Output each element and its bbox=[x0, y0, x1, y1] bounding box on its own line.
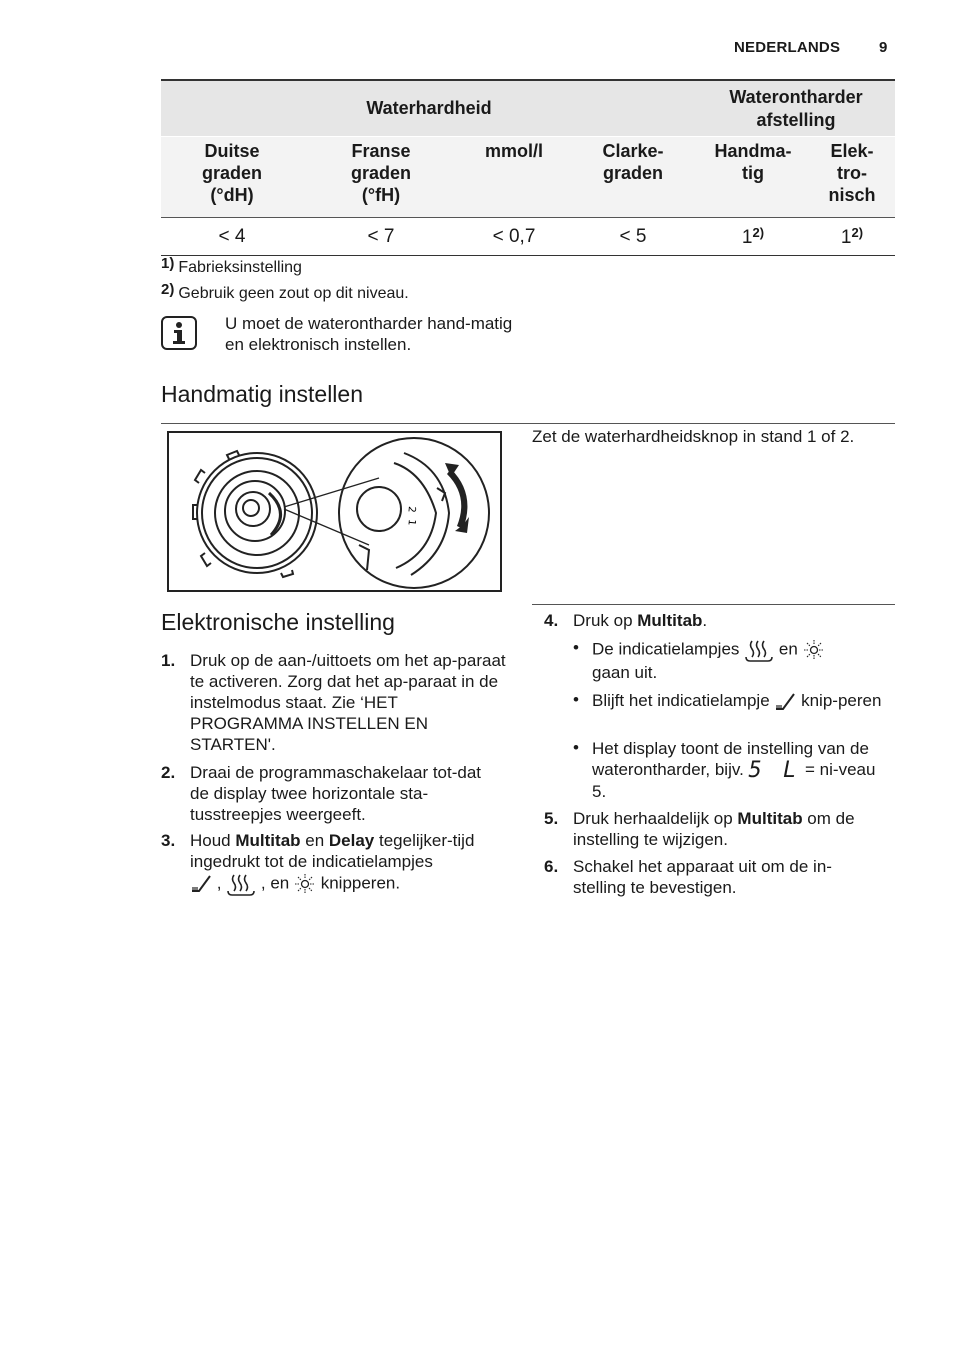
dial-illustration bbox=[167, 431, 502, 592]
salt-icon bbox=[744, 638, 774, 662]
info-icon bbox=[161, 316, 197, 350]
water-hardness-header: Waterhardheid bbox=[161, 80, 697, 137]
cell-manual: 1$^{2)}$ bbox=[741, 224, 765, 248]
dial-mark-2: 2 bbox=[405, 505, 417, 514]
table-row bbox=[161, 218, 895, 256]
rinse-aid-icon bbox=[190, 873, 212, 895]
col-mmol: mmol/l bbox=[459, 137, 569, 218]
softener-setting-header: Waterontharder afstelling bbox=[697, 80, 895, 137]
dial-mark-1: 1 bbox=[405, 518, 417, 527]
language-label: NEDERLANDS bbox=[734, 39, 841, 56]
info-note: U moet de waterontharder hand-matig en elektronisch instellen. bbox=[225, 314, 513, 354]
rinse-aid-icon bbox=[774, 691, 796, 713]
water-hardness-table bbox=[161, 79, 895, 256]
salt-icon bbox=[226, 872, 256, 896]
cell-clarke: < 5 bbox=[619, 225, 647, 247]
manual-setting-title: Handmatig instellen bbox=[161, 381, 364, 407]
divider bbox=[532, 604, 895, 605]
col-manual: Handma-tig bbox=[697, 137, 809, 218]
sun-icon bbox=[803, 639, 825, 661]
col-german-degrees: Duitse graden (°dH) bbox=[161, 137, 303, 218]
footnote-1: 1) Fabrieksinstelling bbox=[161, 255, 302, 276]
col-clarke: Clarke-graden bbox=[569, 137, 697, 218]
col-french-degrees: Franse graden (°fH) bbox=[303, 137, 459, 218]
footnote-2: 2) Gebruik geen zout op dit niveau. bbox=[161, 281, 409, 302]
sun-icon bbox=[294, 873, 316, 895]
cell-dh: < 4 bbox=[218, 225, 246, 247]
cell-mmol: < 0,7 bbox=[492, 225, 536, 247]
display-readout: 5 L bbox=[748, 758, 801, 783]
page-number: 9 bbox=[879, 39, 888, 56]
manual-instruction: Zet de waterhardheidsknop in stand 1 of 2. bbox=[532, 427, 855, 446]
cell-fh: < 7 bbox=[367, 225, 395, 247]
col-electronic: Elek-tro-nisch bbox=[809, 137, 895, 218]
cell-electronic: 1$^{2)}$ bbox=[840, 224, 864, 248]
divider bbox=[161, 423, 895, 424]
electronic-setting-title: Elektronische instelling bbox=[161, 609, 395, 635]
